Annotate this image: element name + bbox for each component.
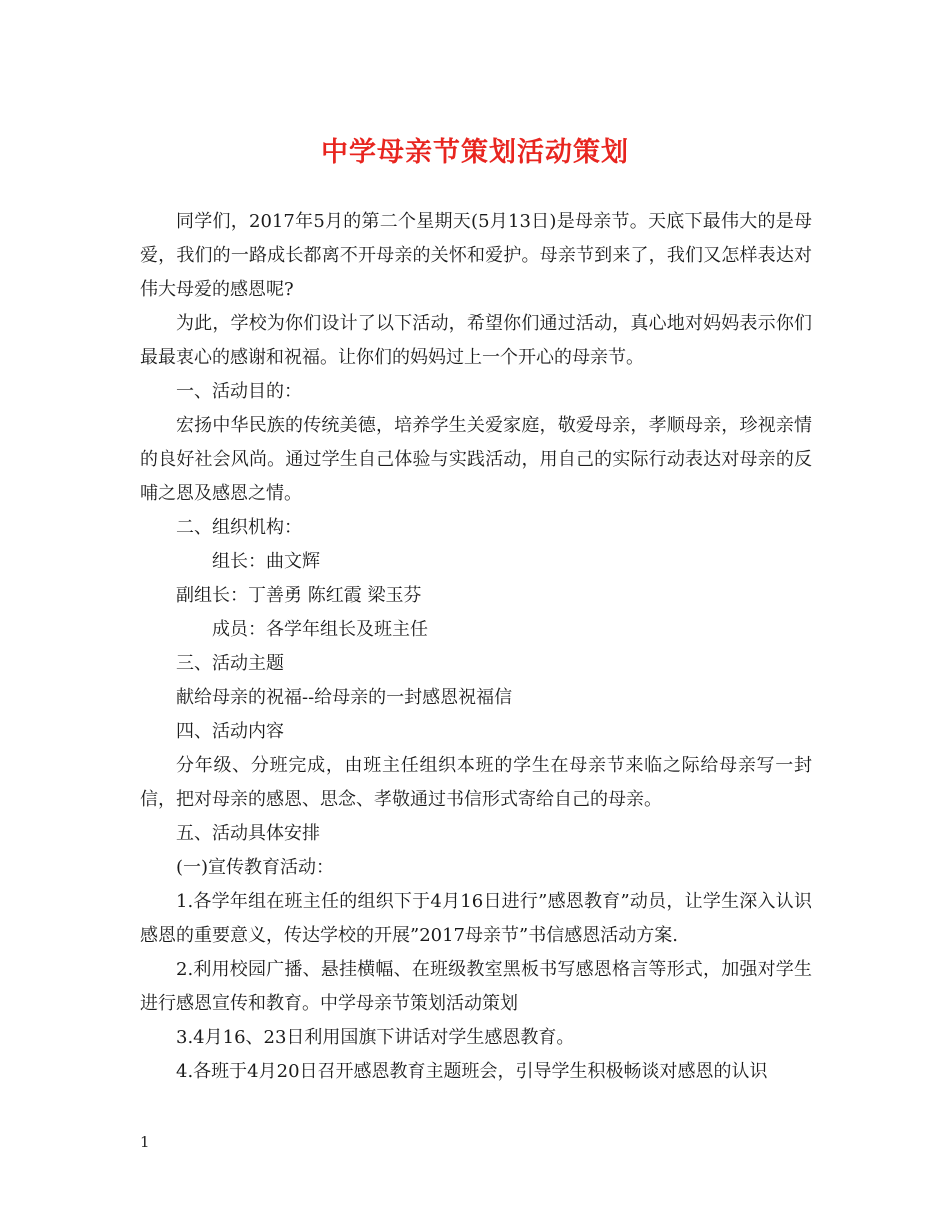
subheading-publicity: (一)宣传教育活动：: [176, 857, 335, 878]
org-members-label: 成: [212, 619, 230, 640]
org-members-value: 员：各学年组长及班主任: [230, 619, 428, 640]
paragraph-purpose-intro: 为此，学校为你们设计了以下活动，希望你们通过活动，真心地对妈妈表示你们最最衷心的感谢和祝福。让你们的妈妈过上一个开心的母亲节。: [140, 313, 812, 368]
org-deputy: 副组长：丁善勇 陈红霞 梁玉芬: [176, 585, 422, 606]
document-title: 中学母亲节策划活动策划: [321, 137, 629, 168]
list-item-2: 2.利用校园广播、悬挂横幅、在班级教室黑板书写感恩格言等形式，加强对学生进行感恩宣传和教育。中学母亲节策划活动策划: [140, 959, 812, 1014]
heading-activity-schedule: 五、活动具体安排: [176, 823, 320, 844]
document-body: [140, 205, 812, 1089]
org-members: [140, 613, 812, 647]
heading-activity-theme: 三、活动主题: [176, 653, 284, 674]
paragraph-activity-theme: 献给母亲的祝福--给母亲的一封感恩祝福信: [176, 687, 513, 708]
paragraph-intro: 同学们，2017年5月的第二个星期天(5月13日)是母亲节。天底下最伟大的是母爱，我们的一路成长都离不开母亲的关怀和爱护。母亲节到来了，我们又怎样表达对伟大母爱的感恩呢?: [140, 211, 812, 300]
list-item-3: 3.4月16、23日利用国旗下讲话对学生感恩教育。: [176, 1027, 575, 1048]
org-leader-label: 组: [212, 551, 230, 572]
org-leader-value: 长：曲文辉: [230, 551, 320, 572]
paragraph-activity-goal: 宏扬中华民族的传统美德，培养学生关爱家庭，敬爱母亲，孝顺母亲，珍视亲情的良好社会风尚。通过学生自己体验与实践活动，用自己的实际行动表达对母亲的反哺之恩及感恩之情。: [140, 415, 812, 504]
org-leader: [140, 545, 812, 579]
list-item-1: 1.各学年组在班主任的组织下于4月16日进行”感恩教育”动员，让学生深入认识感恩的重要意义，传达学校的开展”2017母亲节”书信感恩活动方案.: [140, 891, 812, 946]
heading-activity-content: 四、活动内容: [176, 721, 284, 742]
heading-activity-goal: 一、活动目的：: [176, 381, 302, 402]
heading-organization: 二、组织机构：: [176, 517, 302, 538]
paragraph-activity-content: 分年级、分班完成，由班主任组织本班的学生在母亲节来临之际给母亲写一封信，把对母亲的感恩、思念、孝敬通过书信形式寄给自己的母亲。: [140, 755, 812, 810]
list-item-4: 4.各班于4月20日召开感恩教育主题班会，引导学生积极畅谈对感恩的认识: [176, 1061, 768, 1082]
page-number: 1: [140, 1133, 150, 1151]
